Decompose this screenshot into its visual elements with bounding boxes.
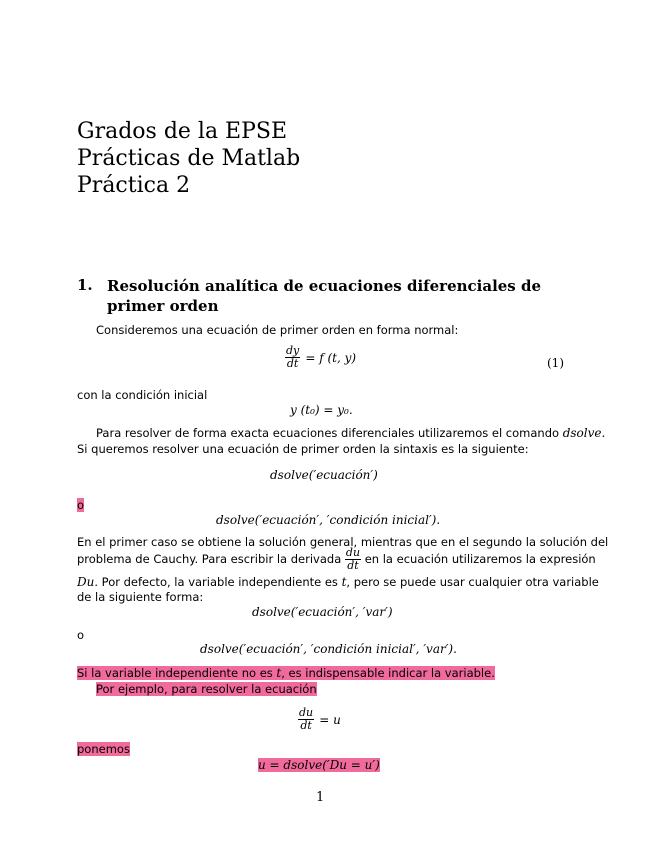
dsolve-command: dsolve. <box>562 426 606 440</box>
para3-line3 <box>77 575 599 590</box>
example-text: Por ejemplo, para resolver la ecuación <box>96 682 317 696</box>
or-2: o <box>77 628 85 642</box>
note-line <box>77 666 495 681</box>
para3-line4: de la siguiente forma: <box>77 590 204 604</box>
ex-rhs: = u <box>319 713 341 727</box>
eq1-numerator: dy <box>286 344 300 357</box>
or-1 <box>77 498 84 513</box>
eq1-denominator: dt <box>286 357 299 370</box>
para2-text: Para resolver de forma exacta ecuaciones diferenciales utilizaremos el comando <box>96 426 560 440</box>
syntax-3: dsolve(′ecuación′, ′var′) <box>252 605 393 619</box>
title-line-3: Práctica 2 <box>77 173 191 198</box>
title-line-1: Grados de la EPSE <box>77 119 288 144</box>
para2-line1 <box>96 426 605 441</box>
section-number: 1. <box>77 276 93 294</box>
para3-line2-b: en la ecuación utilizaremos la expresión <box>364 552 596 566</box>
note-a: Si la variable independiente no es <box>77 666 273 680</box>
para2-line2: Si queremos resolver una ecuación de primer orden la sintaxis es la siguiente: <box>77 442 529 456</box>
ex-numerator: du <box>299 706 314 719</box>
syntax-4: dsolve(′ecuación′, ′condición inicial′, ′var′). <box>200 642 457 656</box>
final-equation-text: u = dsolve(′Du = u′) <box>258 758 380 772</box>
note-b: , es indispensable indicar la variable. <box>281 666 495 680</box>
para3-line3-b: . Por defecto, la variable independiente es <box>94 575 338 589</box>
final-equation <box>258 758 380 772</box>
example-equation <box>298 707 341 732</box>
para3-line1: En el primer caso se obtiene la solución general, mientras que en el segundo la solución del <box>77 535 609 549</box>
para3-line2-a: problema de Cauchy. Para escribir la derivada <box>77 552 342 566</box>
condition-intro: con la condición inicial <box>77 388 208 402</box>
condition-equation: y (t₀) = y₀. <box>290 403 353 417</box>
syntax-2: dsolve(′ecuación′, ′condición inicial′). <box>216 513 441 527</box>
page-number: 1 <box>316 790 325 805</box>
var-t: t <box>341 575 347 589</box>
title-line-2: Prácticas de Matlab <box>77 146 301 171</box>
syntax-1: dsolve(′ecuación′) <box>270 468 378 482</box>
para3-line3-c: , pero se puede usar cualquier otra variable <box>346 575 599 589</box>
deriv-numerator: du <box>345 546 361 559</box>
para3-line2 <box>77 547 596 572</box>
section-title: Resolución analítica de ecuaciones diferenciales de primer orden <box>107 277 542 315</box>
equation-label: (1) <box>547 356 564 370</box>
or-1-text: o <box>77 498 85 512</box>
deriv-denominator: dt <box>347 559 359 572</box>
ponemos <box>77 742 130 757</box>
equation-1 <box>285 345 356 370</box>
du-expression: Du <box>77 575 95 589</box>
ponemos-text: ponemos <box>77 742 130 756</box>
ex-denominator: dt <box>300 719 312 732</box>
eq1-rhs: = f (t, y) <box>305 351 357 365</box>
note-var-t: t <box>276 666 282 680</box>
example-intro <box>96 682 317 697</box>
intro-text: Consideremos una ecuación de primer orden en forma normal: <box>96 323 459 337</box>
